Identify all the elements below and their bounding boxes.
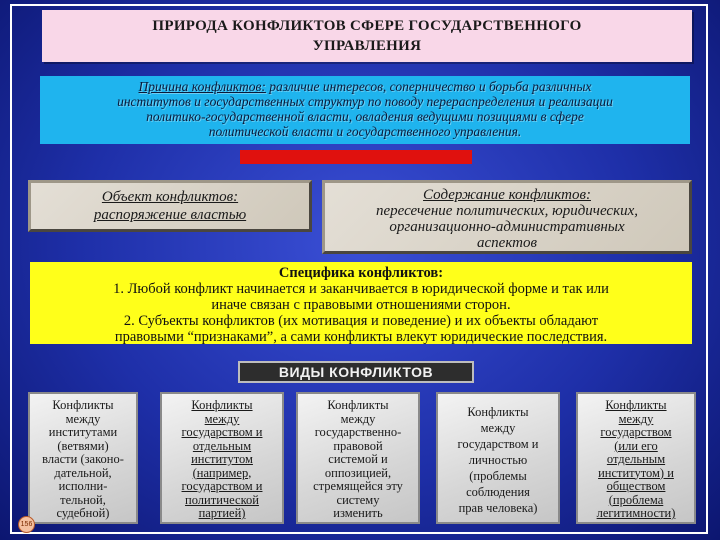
card-line: систему [336,492,380,507]
card-line: государством и [181,479,263,493]
card-line: личностью [468,453,528,467]
kinds-heading: ВИДЫ КОНФЛИКТОВ [238,361,474,383]
card-line: обществом [606,479,666,493]
card-line: Конфликты [467,405,529,419]
card-line: (проблемы [469,469,527,483]
card-line: институтами [48,425,118,439]
content-box [322,180,692,254]
card-state-institution [160,392,284,524]
card-line: изменить [333,506,383,520]
card-line: между [65,411,101,426]
card-line: между [340,411,376,426]
card-line: отдельным [606,452,666,466]
card-line: легитимности) [596,506,676,520]
card-line: между [480,421,516,435]
card-line: стремящейся эту [313,479,403,493]
red-divider-bar [240,150,472,164]
card-line: (или его [614,438,658,453]
card-line: дательной, [54,465,112,480]
page-number-badge: 156 [18,516,35,533]
card-line: Конфликты [327,398,389,412]
card-line: (например, [192,465,252,480]
card-line: власти (законо- [42,452,124,466]
cause-text-3: политико-государственной власти, овладения ведущими позициями в сфере [146,109,584,124]
card-line: государством [600,425,672,439]
title-line-2: УПРАВЛЕНИЯ [312,38,422,54]
cause-text-2: институтов и государственных структур по поводу перераспределения и реализации [117,94,613,109]
card-line: государством и [457,437,539,451]
slide-title [42,10,692,62]
card-line: Конфликты [191,398,253,412]
specifics-box [30,262,692,344]
card-line: отдельным [192,438,252,453]
specifics-line-4: правовыми “признаками”, а сами конфликты влекут юридические последствия. [114,329,608,345]
card-line: системой и [328,452,388,466]
card-line: государством и [181,425,263,439]
card-line: судебной) [56,506,110,520]
specifics-line-1: 1. Любой конфликт начинается и заканчивается в юридической форме и так или [113,281,609,297]
card-line: тельной, [60,492,106,507]
card-line: институтом) и [598,465,674,480]
card-line: соблюдения [466,485,530,499]
cause-label: Причина конфликтов: [138,79,266,94]
card-line: (проблема [608,492,664,507]
content-line-2: организационно-административных [389,219,625,235]
card-line: партией) [198,506,246,520]
card-line: политической [185,492,259,507]
card-line: Конфликты [605,398,667,412]
content-label: Содержание конфликтов: [423,187,591,203]
card-institutions [28,392,138,524]
cause-text-1: различие интересов, соперничество и борьба различных [265,79,592,94]
specifics-line-3: 2. Субъекты конфликтов (их мотивация и поведение) и их объекты обладают [123,313,599,329]
card-line: Конфликты [52,398,114,412]
object-box [28,180,312,232]
card-line: прав человека) [458,501,538,515]
card-line: между [618,411,654,426]
title-line-1: ПРИРОДА КОНФЛИКТОВ СФЕРЕ ГОСУДАРСТВЕННОГО [152,18,582,34]
card-line: (ветвями) [57,438,109,453]
object-value: распоряжение властью [93,207,247,223]
cause-text-4: политической власти и государственного управления. [208,124,522,139]
card-line: исполни- [58,479,108,493]
object-label: Объект конфликтов: [101,189,239,205]
content-line-1: пересечение политических, юридических, [375,203,638,219]
specifics-heading: Специфика конфликтов: [278,265,444,281]
card-line: оппозицией, [324,465,392,480]
card-state-individual [436,392,560,524]
card-line: государственно- [314,425,402,439]
content-line-3: аспектов [477,235,537,251]
cause-box [40,76,690,144]
card-line: правовой [333,438,383,453]
card-line: между [204,411,240,426]
card-state-society [576,392,696,524]
card-line: институтом [191,452,253,466]
specifics-line-2: иначе связан с правовыми отношениями сторон. [211,297,511,313]
card-system-opposition [296,392,420,524]
